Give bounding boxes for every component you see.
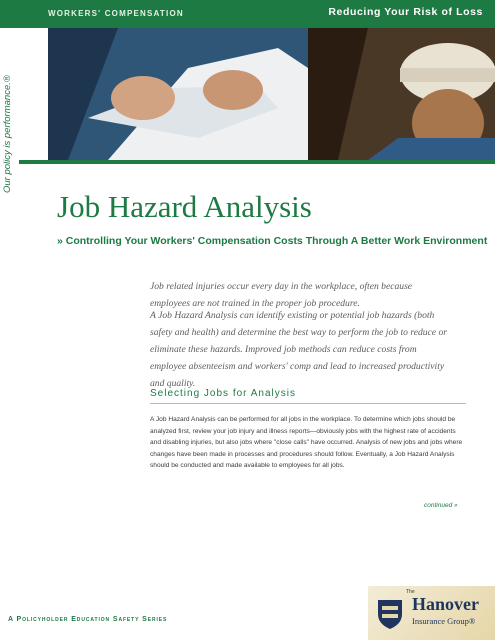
section-body: A Job Hazard Analysis can be performed for all jobs in the workplace. To determine which jobs should be analyzed first, review your job injury and illness reports—obviously jobs with the highest rate of accidents and disabling injuries, but also jobs where "close calls" have occurred. Analysis of new jobs and jobs where changes have been made in processes and procedures should follow. Eventually, a Job Hazard Analysis should be conducted and made available to employees for all jobs.	[150, 416, 463, 470]
header-bar	[0, 0, 495, 28]
section-heading: Selecting Jobs for Analysis	[150, 388, 296, 399]
hero-photo-bandaging	[48, 28, 308, 160]
header-category: WORKERS' COMPENSATION	[48, 9, 184, 18]
hanover-logo	[368, 586, 495, 640]
hanover-shield-icon	[376, 596, 404, 630]
logo-the: The	[406, 589, 415, 595]
logo-subtitle: Insurance Group®	[412, 616, 476, 626]
bandage-hands-image	[48, 28, 308, 160]
header-divider	[19, 160, 495, 164]
series-title: A Policyholder Education Safety Series	[8, 616, 168, 623]
sidebar	[0, 28, 19, 640]
hero-photo-worker	[308, 28, 495, 160]
continued-link[interactable]: continued »	[424, 502, 458, 509]
logo-name: Hanover	[412, 594, 479, 614]
intro-paragraph-2: A Job Hazard Analysis can identify existing or potential job hazards (both safety and health) and determine the best way to perform the job to reduce or eliminate these hazards. Improved job methods can reduce costs from employee absenteeism and workers' comp and lead to increased productivity and quality.	[150, 310, 447, 389]
page-title: Job Hazard Analysis	[57, 189, 312, 224]
worker-hardhat-image	[308, 28, 495, 160]
sidebar-tagline: Our policy is performance.®	[2, 75, 13, 193]
page-subtitle: » Controlling Your Workers' Compensation Costs Through A Better Work Environment	[57, 235, 488, 247]
intro-paragraph-1: Job related injuries occur every day in the workplace, often because employees are not trained in the proper job procedure.	[150, 281, 413, 309]
header-tagline: Reducing Your Risk of Loss	[328, 6, 483, 18]
section-divider	[150, 403, 466, 404]
